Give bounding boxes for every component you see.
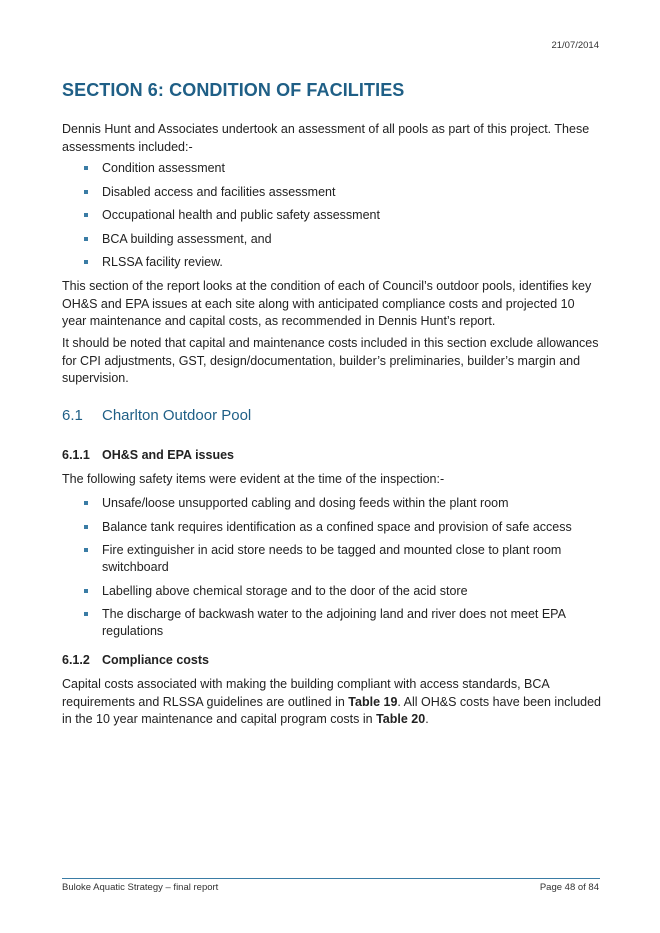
compliance-title: Compliance costs: [102, 653, 209, 667]
section-paragraph-3: It should be noted that capital and maintenance costs included in this section exclude allowances for CPI adjustments, GST, design/documentation, builder’s preliminaries, builder’s margin and supervision.: [62, 336, 599, 385]
list-item: Labelling above chemical storage and to the door of the acid store: [84, 583, 584, 600]
bullet-icon: [84, 589, 88, 593]
bullet-icon: [84, 166, 88, 170]
list-item: Condition assessment: [84, 160, 584, 177]
compliance-number: 6.1.2: [62, 653, 90, 667]
bullet-icon: [84, 260, 88, 264]
list-item: Fire extinguisher in acid store needs to be tagged and mounted close to plant room switchboard: [84, 542, 584, 576]
list-item: RLSSA facility review.: [84, 254, 584, 271]
list-item: Occupational health and public safety assessment: [84, 207, 584, 224]
safety-items-list: [84, 495, 584, 640]
footer-page-number: Page 48 of 84: [539, 882, 599, 893]
list-item: Balance tank requires identification as a confined space and provision of safe access: [84, 519, 584, 536]
bullet-icon: [84, 501, 88, 505]
ohs-title: OH&S and EPA issues: [102, 448, 234, 462]
ohs-intro: The following safety items were evident at the time of the inspection:-: [62, 472, 445, 486]
ohs-number: 6.1.1: [62, 448, 90, 462]
bullet-icon: [84, 237, 88, 241]
bullet-icon: [84, 190, 88, 194]
bullet-icon: [84, 548, 88, 552]
compliance-paragraph: Capital costs associated with making the building compliant with access standards, BCA requirements and RLSSA guidelines are outlined in Table 19. All OH&S costs have been included in the 10 year maintenance and capital program costs in Table 20.: [62, 677, 601, 726]
assessment-list: [84, 160, 584, 271]
bullet-icon: [84, 213, 88, 217]
list-item: The discharge of backwash water to the adjoining land and river does not meet EPA regulations: [84, 606, 584, 640]
list-item: BCA building assessment, and: [84, 231, 584, 248]
footer-report-title: Buloke Aquatic Strategy – final report: [62, 882, 219, 893]
table-20-reference: Table 20: [376, 712, 426, 726]
list-item: Unsafe/loose unsupported cabling and dosing feeds within the plant room: [84, 495, 584, 512]
footer-divider: [62, 878, 600, 879]
subsection-heading: [62, 407, 251, 424]
bullet-icon: [84, 612, 88, 616]
table-19-reference: Table 19: [348, 694, 398, 709]
ohs-heading: [62, 448, 234, 462]
compliance-heading: [62, 653, 209, 667]
bullet-icon: [84, 525, 88, 529]
subsection-number: 6.1: [62, 407, 83, 424]
list-item: Disabled access and facilities assessment: [84, 184, 584, 201]
section-intro: Dennis Hunt and Associates undertook an assessment of all pools as part of this project. These assessments included:-: [62, 122, 590, 154]
subsection-title: Charlton Outdoor Pool: [102, 407, 252, 424]
section-title: SECTION 6: CONDITION OF FACILITIES: [62, 80, 405, 100]
header-date: 21/07/2014: [551, 40, 599, 51]
section-paragraph-2: This section of the report looks at the condition of each of Council’s outdoor pools, identifies key OH&S and EPA issues at each site along with anticipated compliance costs and projected 10 year maintenance and capital costs, as recommended in Dennis Hunt’s report.: [62, 279, 592, 328]
